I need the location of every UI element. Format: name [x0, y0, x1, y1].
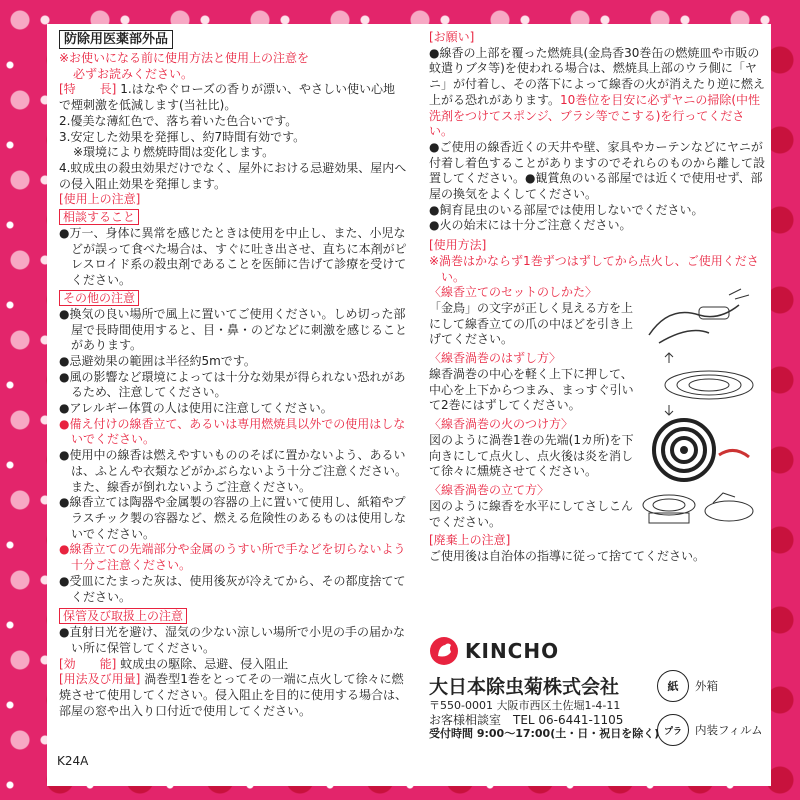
step-text: 「金鳥」の文字が正しく見える方を上にして線香立ての爪の中ほどを引き上げてください。 [429, 300, 634, 347]
request-warning: 10巻位を目安に必ずヤニの掃除(中性洗剤をつけてスポンジ、ブラシ等でこする)を行ってください。 [429, 92, 760, 139]
other-item: ●換気の良い場所で風上に置いてご使用ください。しめ切った部屋で長時間使用すると、目・鼻・のどなどに刺激を感じることがあります。 [59, 306, 408, 353]
request-item: ●飼育昆虫のいる部屋では使用しないでください。 [429, 202, 704, 217]
feature-item: 3.安定した効果を発揮し、約7時間有効です。 [59, 129, 306, 144]
request-item [429, 46, 765, 140]
holder-setup-illustration-icon [639, 285, 759, 351]
step-text: 図のように線香を水平にしてさしこんでください。 [429, 498, 634, 529]
efficacy-label: [効 能] [59, 656, 117, 671]
other-item: ●使用中の線香は燃えやすいもののそばに置かないよう、あるいは、ふとんや衣類などがかぶらないよう十分ご注意ください。また、線香が倒れないようご注意ください。 [59, 448, 408, 494]
step-text: 図のように渦巻1巻の先端(1カ所)を下向きにして点火し、点火後は炎を消して徐々に燻焼させてください。 [429, 432, 634, 479]
usage-step-4 [429, 483, 765, 533]
step-text: 線香渦巻の中心を軽く上下に押して、中心を上下からつまみ、まっすぐ引いて2巻にはずしてください。 [429, 366, 634, 413]
read-notice-line1: ※お使いになる前に使用方法と使用上の注意を [59, 51, 310, 65]
disposal-heading: [廃棄上の注意] [429, 533, 511, 548]
usage-step-3 [429, 417, 765, 483]
plastic-recycle-mark [657, 714, 763, 746]
other-item: ●風の影響など環境によっては十分な効果が得られない恐れがあるため、注意してください。 [59, 369, 406, 400]
efficacy-text: 蚊成虫の駆除、忌避、侵入阻止 [120, 656, 289, 671]
feature-item: 1.はなやぐローズの香りが漂い、やさしい使い心地で煙刺激を低減します(当社比)。 [59, 82, 396, 113]
paper-recycle-icon: 紙 [657, 670, 689, 702]
step-title: 〈線香渦巻の火のつけ方〉 [429, 417, 574, 432]
other-item-warning: ●備え付けの線香立て、あるいは専用燃焼具以外での使用はしないでください。 [59, 416, 406, 447]
company-name: 大日本除虫菊株式会社 [429, 676, 620, 698]
brand-name: KINCHO [465, 639, 560, 663]
storage-heading: 保管及び取扱上の注意 [59, 608, 187, 624]
company-address: 〒550-0001 大阪市西区土佐堀1-4-11 [429, 699, 621, 712]
request-item: ●ご使用の線香近くの天井や壁、家具やカーテンなどにヤニが付着し着色することがありますのでそれらのものから離して設置してください。●観賞魚のいる部屋では近くで使用せず、部屋の換気をよくしてください。 [429, 139, 766, 202]
other-precautions-heading: その他の注意 [59, 290, 139, 306]
feature-item: 2.優美な薄紅色で、落ち着いた色合いです。 [59, 113, 298, 128]
dosage-text: 渦巻型1巻をとってその一端に点火して徐々に燃焼させて使用してください。侵入阻止を目的に使用する場合は、部屋の窓や出入り口付近で使用してください。 [59, 672, 408, 718]
consult-item: ●万一、身体に異常を感じたときは使用を中止し、また、小児などが誤って食べた場合は、すぐに吐き出させ、直ちに本剤がピレスロイド系の殺虫剤であることを医師に告げて診療を受けてください。 [59, 226, 407, 288]
usage-heading: [使用方法] [429, 238, 487, 253]
other-item-warning: ●線香立ての先端部分や金属のうすい所で手などを切らないよう十分ご注意ください。 [59, 542, 406, 573]
step-title: 〈線香立てのセットのしかた〉 [429, 285, 598, 300]
coil-separation-illustration-icon [639, 351, 759, 417]
requests-heading: [お願い] [429, 30, 475, 44]
other-item: ●受皿にたまった灰は、使用後灰が冷えてから、その都度捨ててください。 [59, 573, 406, 604]
right-column [429, 30, 765, 565]
coil-standing-illustration-icon [639, 483, 759, 533]
other-item: ●線香立ては陶器や金属製の容器の上に置いて使用し、紙箱やプラスチック製の容器など、燃える危険性のあるものは使用しないでください。 [59, 495, 407, 541]
features-heading: [特 長] [59, 82, 117, 97]
read-notice-line2: 必ずお読みください。 [73, 66, 194, 81]
plastic-recycle-icon: プラ [657, 714, 689, 746]
product-category-title: 防除用医薬部外品 [59, 30, 173, 49]
dosage-label: [用法及び用量] [59, 672, 141, 687]
rooster-logo-icon [429, 636, 459, 666]
feature-note: ※環境により燃焼時間は変化します。 [73, 145, 275, 160]
step-title: 〈線香渦巻の立て方〉 [429, 483, 550, 498]
label-panel [47, 24, 771, 786]
precautions-heading: [使用上の注意] [59, 192, 141, 207]
company-phone: お客様相談室 TEL 06-6441-1105 [429, 713, 624, 727]
brand-logo [429, 636, 769, 666]
usage-step-2 [429, 351, 765, 417]
inner-film-label: 内装フィルム [695, 723, 763, 737]
step-title: 〈線香渦巻のはずし方〉 [429, 351, 562, 366]
storage-item: ●直射日光を避け、湿気の少ない涼しい場所で小児の手の届かない所に保管してください。 [59, 625, 405, 655]
consult-heading: 相談すること [59, 209, 139, 225]
product-code: K24A [57, 754, 89, 768]
feature-item: 4.蚊成虫の殺虫効果だけでなく、屋外における忌避効果、屋内への侵入阻止効果を発揮します。 [59, 160, 407, 191]
disposal-text: ご使用後は自治体の指導に従って捨ててください。 [429, 548, 706, 563]
coil-lighting-illustration-icon [639, 417, 759, 483]
left-column [59, 30, 407, 719]
outer-box-label: 外箱 [695, 679, 718, 693]
request-text: ●線香の上部を覆った燃焼具(金鳥香30巻缶の燃焼皿や市販の蚊遣りブタ等)を使われる場合は、燃焼具上部のウラ側に「ヤニ」が付着し、その落下によって線香の火が消えたり逆に燃え上がる恐れがあります。 [429, 45, 766, 107]
company-hours: 受付時間 9:00～17:00(土・日・祝日を除く) [429, 727, 660, 740]
request-item: ●火の始末には十分ご注意ください。 [429, 218, 632, 233]
usage-notice: ※渦巻はかならず1巻ずつはずしてから点火し、ご使用ください。 [429, 253, 759, 284]
other-item: ●忌避効果の範囲は半径約5mです。 [59, 353, 256, 368]
other-item: ●アレルギー体質の人は使用に注意してください。 [59, 401, 333, 416]
paper-recycle-mark [657, 670, 718, 702]
usage-step-1 [429, 285, 765, 351]
